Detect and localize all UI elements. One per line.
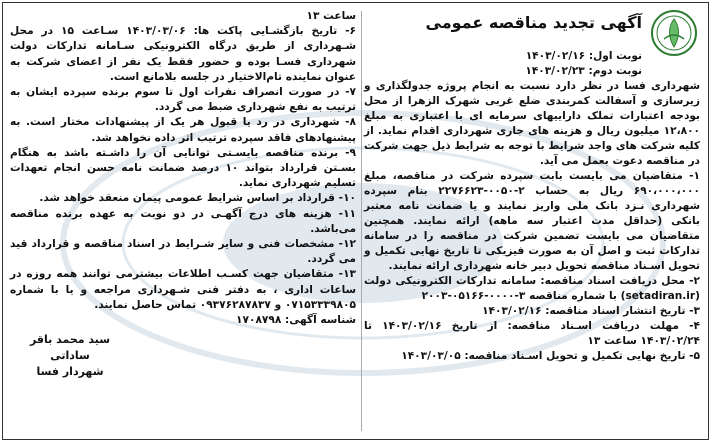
notice-frame [2,2,709,440]
condition-item-11: ۱۱- هزینه های درج آگهـی در دو نوبت به عهده برنده مناقصه می‌باشد. [10,207,356,235]
condition-item-6: ۶- تاریخ بازگشـایی پاکت ها: ۱۴۰۳/۰۳/۰۶ سـاعت ۱۵ در محل شـهرداری از طریق درگاه الکترونیکی سـامانه تدارکات دولت شهرداری فسـا بوده و حضور فقط یک نفر از اعضای شرکت به عنوان نماینده تام‌الاختیار در جلسه بلامانع است. [10,25,356,83]
notice-intro: شهرداری فسا در نظر دارد نسبت به انجام پروژه جدولگذاری و زیرسازی و آسفالت کمربندی ضلع غربی شهرک الزهرا از محل بودجه اعتبارات تملک داراییهای سرمایه ای با اعتباری به مبلغ ۱۲،۸۰۰ میلیون ریال و هزینه های جاری شهرداری اقدام نماید. از کلیه شرکت های واجد شرایط با توجه به شرایط ذیل جهت شرکت در مناقصه دعوت بعمل می آید. [364,80,700,167]
condition-item-2: ۲- محل دریافت اسناد مناقصه: سامانه تدارکات الکترونیکی دولت (setadiran.ir) با شماره مناقصه ۳-۰۰۰۰-۰۵۱۶۶-۲۰۰۳ [364,275,700,302]
condition-item-5: ۵- تاریخ نهایی تکمیل و تحویل اسـناد مناقصه: ۱۴۰۳/۰۳/۰۵ [401,350,700,362]
municipality-logo-icon [650,9,698,57]
condition-item-8: ۸- شهرداری در رد یا قبول هر یک از پیشنهادات مختار است. به پیشنهادهای فاقد سپرده ترتیب اثر داده نخواهد شد. [10,116,356,144]
second-publication-date: نوبت دوم: ۱۴۰۳/۰۲/۲۳ [525,65,642,77]
signature-title: شهردار فسا [36,365,104,379]
right-column [364,9,700,364]
condition-item-1: ۱- متقاضیان می بایست بابت سپرده شرکت در مناقصه، مبلغ ۶۹۰،۰۰۰،۰۰۰ ریال به حساب ۲-۰۰۵۰-۲۲۷۶۶۲۳ بنام سپرده شهرداری نـزد بانک ملی واریز نمایند و یا ضمانت نامه معتبر بانکی (حداقل مدت اعتبار سه ماهه) ارائه نمایند. همچنین متقاضیان می بایست تضمین شرکت در مناقصه را در سامانه تدارکات ثبت و اصل آن به صورت فیزیکی تا تاریخ نهایی تکمیل و تحویل اسـناد مناقصه تحویل دبیر خانه شهرداری ارائه نمایند. [364,170,700,272]
condition-item-10: ۱۰- قرارداد بر اساس شرایط عمومی پیمان منعقد خواهد شد. [39,192,356,205]
signature-block [10,332,130,380]
publication-dates [364,49,642,79]
notice-id: شناسه آگهی: ۱۷۰۸۷۹۸ [236,314,356,327]
column-divider [361,11,362,431]
condition-item-3: ۳- تاریخ انتشار اسناد مناقصه: ۱۴۰۳/۰۲/۱۶ [482,305,700,317]
signature-name: سید محمد باقر ساداتی [29,333,111,363]
condition-item-13: ۱۳- متقاضیان جهت کسـب اطلاعات بیشترمی توانند همه روزه در ساعات اداری ، به دفتر فنی شـهرداری مراجعه و یا با شماره ۰۷۱۵۳۳۳۹۸۰۵ و ۰۹۳۷۶۲۸۷۸۳۷ تماس حاصل نمایند. [10,268,356,311]
condition-item-7: ۷- در صورت انصراف نفرات اول تا سوم برنده سپرده ایشان به ترتیب به نفع شهرداری ضبط می گردد. [10,86,356,114]
notice-header [364,9,700,49]
condition-item-5-continued: ساعت ۱۳ [306,10,356,22]
notice-title: آگهی تجدید مناقصه عمومی [425,13,642,32]
left-column [10,9,356,380]
condition-item-4: ۴- مهلت دریافت اسـناد مناقصه: از تاریخ ۱۴۰۳/۰۲/۱۶ تا ۱۴۰۳/۰۲/۲۴ ساعت ۱۳ [364,320,700,347]
condition-item-9: ۹- برنده مناقصه بایسـتی توانایی آن را داشـته باشد به هنگام بسـتن قرارداد بتواند ۱۰ درصد ضمانت نامه حسن انجام تعهدات تسلیم شهرداری نماید. [10,146,356,190]
condition-item-12: ۱۲- مشخصات فنی و سایر شـرایط در اسناد مناقصه و قرارداد قید می گردد. [10,238,356,266]
first-publication-date: نوبت اول: ۱۴۰۳/۰۲/۱۶ [525,50,642,62]
